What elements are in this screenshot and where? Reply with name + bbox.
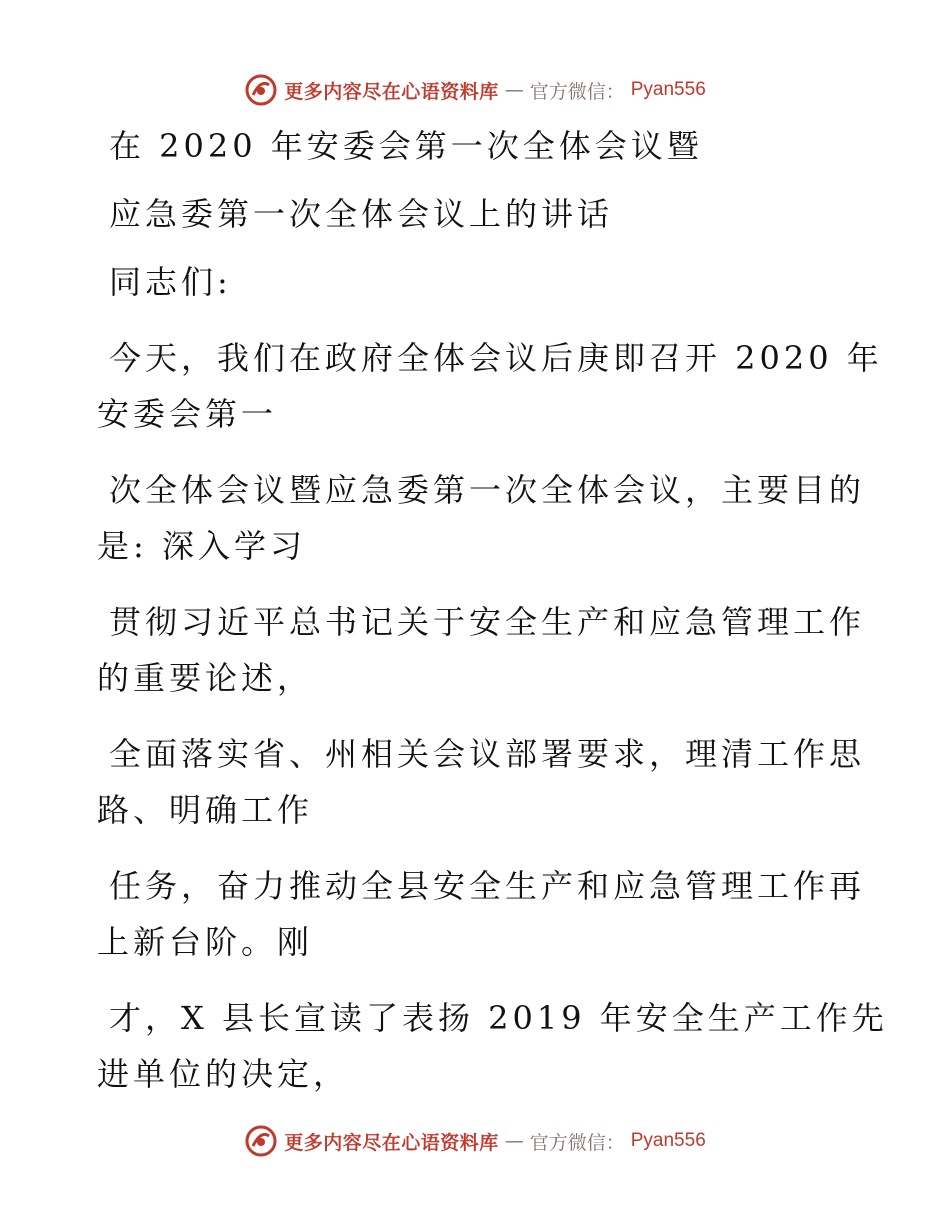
document-title-line-1: 在 2020 年安委会第一次全体会议暨 (109, 127, 703, 165)
watermark-main-text: 更多内容尽在心语资料库 (284, 80, 499, 103)
paragraph (97, 330, 883, 442)
paragraph (97, 462, 866, 574)
paragraph-line: 次全体会议暨应急委第一次全体会议，主要目的 (109, 471, 866, 509)
paragraph-line: 是: 深入学习 (97, 527, 306, 565)
watermark-dash: — (504, 1130, 524, 1152)
paragraph-line: 任务，奋力推动全县安全生产和应急管理工作再 (109, 867, 866, 905)
paragraph-line: 贯彻习近平总书记关于安全生产和应急管理工作 (109, 603, 866, 641)
document-title-line-2: 应急委第一次全体会议上的讲话 (109, 195, 614, 233)
paragraph-line: 今天，我们在政府全体会议后庚即召开 2020 年 (109, 339, 883, 377)
paragraph-line: 的重要论述， (97, 659, 314, 697)
watermark-label: 官方微信： (529, 80, 625, 103)
paragraph-line: 才，X 县长宣读了表扬 2019 年安全生产工作先 (109, 999, 888, 1037)
paragraph (97, 726, 866, 838)
watermark-dash: — (504, 79, 524, 101)
paragraph-line: 进单位的决定， (97, 1055, 350, 1093)
header-watermark (0, 70, 950, 110)
paragraph-line: 全面落实省、州相关会议部署要求，理清工作思 (109, 735, 866, 773)
paragraph (97, 858, 866, 970)
watermark-id: Pyan556 (630, 79, 706, 100)
watermark-main-text: 更多内容尽在心语资料库 (284, 1131, 499, 1154)
salutation: 同志们: (109, 263, 232, 301)
paragraph-line: 路、明确工作 (97, 791, 314, 829)
footer-watermark (0, 1121, 950, 1161)
paragraph-line: 上新台阶。刚 (97, 923, 314, 961)
watermark-label: 官方微信： (529, 1131, 625, 1154)
paragraph-line: 安委会第一 (97, 395, 278, 433)
seal-logo-icon (244, 1124, 278, 1158)
seal-logo-icon (244, 73, 278, 107)
paragraph (97, 594, 866, 706)
watermark-id: Pyan556 (630, 1130, 706, 1151)
paragraph (97, 990, 888, 1102)
document-body (97, 118, 888, 1102)
